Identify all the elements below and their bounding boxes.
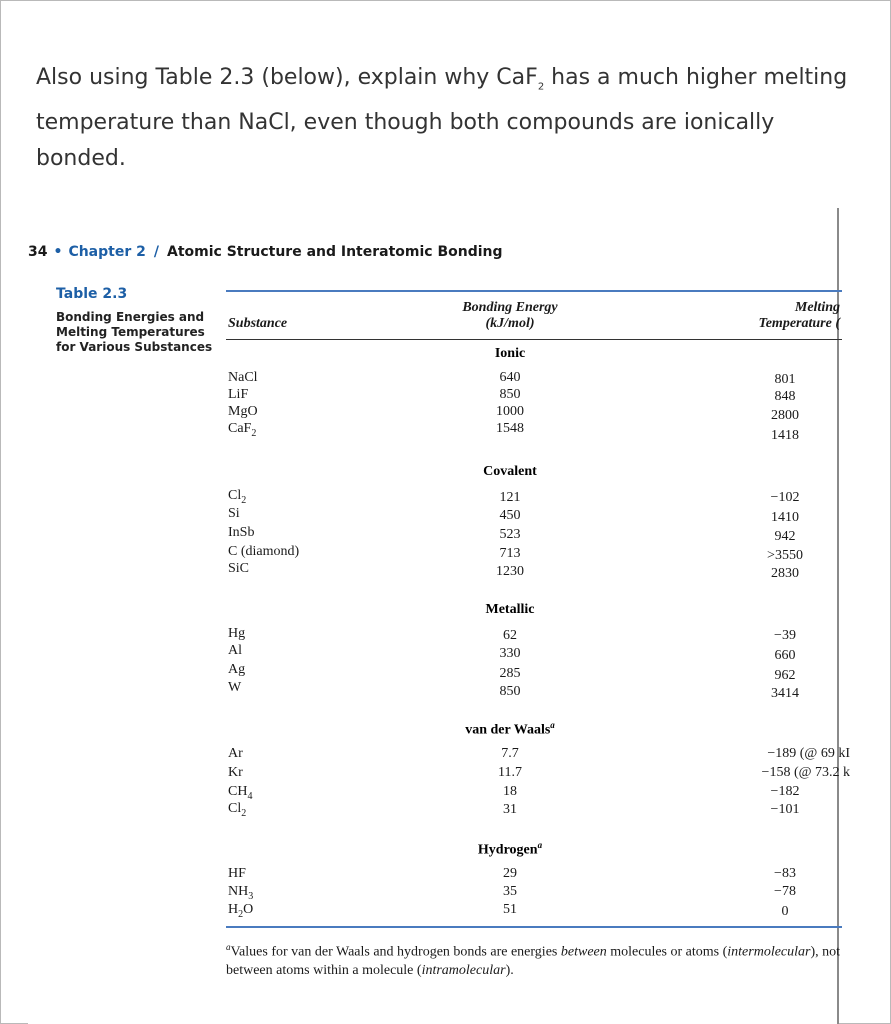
table-caption: Bonding Energies and Melting Temperatures for Various Substances	[56, 310, 213, 354]
substance-cl2-base: Cl	[228, 488, 242, 503]
melting-ag: 962	[774, 668, 796, 683]
melting-mgo: 2800	[771, 408, 799, 423]
melting-diamond: >3550	[767, 548, 803, 563]
substance-h2o-sub: 2	[238, 908, 244, 920]
substance-ch4-sub: 4	[247, 790, 253, 802]
melting-nh3: −78	[774, 884, 796, 899]
group-vdw-mark: a	[550, 720, 555, 730]
col-header-energy-line2: (kJ/mol)	[485, 316, 535, 331]
substance-ch4	[228, 784, 408, 800]
substance-h2o-base: H	[228, 902, 239, 917]
melting-sic: 2830	[771, 566, 799, 581]
energy-cl2: 121	[499, 490, 521, 505]
question-subscript: 2	[537, 81, 545, 93]
substance-al: Al	[228, 643, 242, 658]
substance-cl2-sub: 2	[241, 494, 247, 506]
substance-cl2	[228, 488, 408, 504]
substance-cl2-vdw	[228, 801, 408, 817]
energy-cl2-vdw: 31	[503, 802, 517, 817]
group-ionic: Ionic	[494, 346, 526, 361]
energy-nh3: 35	[503, 884, 517, 899]
energy-ag: 285	[499, 666, 521, 681]
melting-caf2: 1418	[771, 428, 799, 443]
group-vdw-label: van der Waals	[465, 722, 551, 738]
chapter-label: Chapter 2	[68, 244, 146, 260]
substance-ag: Ag	[228, 662, 246, 677]
table-caption-block	[56, 286, 216, 355]
group-metallic: Metallic	[485, 602, 535, 617]
col-header-melting-line1: Melting	[794, 300, 840, 315]
group-vdw	[420, 720, 600, 739]
substance-hg: Hg	[228, 626, 246, 641]
col-header-substance: Substance	[228, 316, 288, 331]
footnote-em-intermolecular: intermolecular	[727, 944, 811, 960]
energy-kr: 11.7	[498, 765, 522, 780]
energy-insb: 523	[499, 527, 521, 542]
chapter-title: Atomic Structure and Interatomic Bonding	[166, 244, 503, 260]
table-footnote	[226, 938, 846, 980]
col-header-melting	[716, 300, 840, 332]
table-top-rule	[226, 290, 842, 292]
energy-caf2: 1548	[496, 421, 524, 436]
col-header-energy-line1: Bonding Energy	[462, 300, 558, 315]
question-line1: Also using Table 2.3 (below), explain why CaF	[36, 65, 538, 90]
substance-h2o-end: O	[243, 902, 254, 917]
melting-lif: 848	[774, 389, 796, 404]
melting-cl2: −102	[770, 490, 800, 505]
energy-w: 850	[499, 684, 521, 699]
substance-nh3	[228, 884, 408, 900]
footnote-mark: a	[226, 942, 231, 952]
substance-mgo: MgO	[228, 404, 258, 419]
substance-lif: LiF	[228, 387, 249, 402]
energy-mgo: 1000	[496, 404, 524, 419]
substance-w: W	[228, 680, 242, 695]
substance-ar: Ar	[228, 746, 243, 761]
substance-cl2-vdw-base: Cl	[228, 801, 242, 816]
melting-cl2-vdw: −101	[770, 802, 800, 817]
substance-insb: InSb	[228, 525, 255, 540]
substance-nh3-base: NH	[228, 884, 249, 899]
energy-ch4: 18	[503, 784, 517, 799]
energy-al: 330	[499, 646, 521, 661]
footnote-em-between: between	[560, 944, 607, 960]
table-bottom-rule	[226, 926, 842, 928]
col-header-melting-line2: Temperature (	[758, 316, 840, 331]
energy-lif: 850	[499, 387, 521, 402]
substance-ch4-base: CH	[228, 784, 248, 799]
energy-diamond: 713	[499, 546, 521, 561]
substance-caf2-sub: 2	[251, 427, 257, 439]
energy-h2o: 51	[503, 902, 517, 917]
group-hydrogen-mark: a	[537, 840, 543, 850]
footnote-part4: ).	[505, 962, 514, 978]
footnote-part2: molecules or atoms (	[606, 944, 728, 960]
melting-ar: −189 (@ 69 kI	[767, 746, 850, 761]
footnote-em-intramolecular: intramolecular	[421, 962, 506, 978]
substance-nacl: NaCl	[228, 370, 258, 385]
footnote-part3: ), not between atoms within a molecule (	[226, 944, 841, 978]
melting-nacl: 801	[774, 372, 796, 387]
energy-hg: 62	[503, 628, 517, 643]
col-header-energy	[420, 300, 600, 332]
substance-nh3-sub: 3	[248, 890, 254, 902]
melting-h2o: 0	[781, 904, 789, 919]
melting-al: 660	[774, 648, 796, 663]
substance-h2o	[228, 902, 408, 918]
melting-hf: −83	[774, 866, 796, 881]
energy-nacl: 640	[499, 370, 521, 385]
melting-kr: −158 (@ 73.2 k	[761, 765, 850, 780]
energy-sic: 1230	[496, 564, 524, 579]
bullet-icon: •	[53, 244, 63, 260]
substance-caf2-base: CaF	[228, 421, 252, 436]
group-hydrogen	[420, 840, 600, 859]
substance-hf: HF	[228, 866, 246, 881]
substance-kr: Kr	[228, 765, 243, 780]
page-number: 34	[28, 244, 48, 260]
melting-hg: −39	[774, 628, 796, 643]
energy-hf: 29	[503, 866, 517, 881]
melting-si: 1410	[771, 510, 799, 525]
question-line2: temperature than NaCl, even though both compounds are ionically bonded.	[36, 110, 775, 172]
substance-si: Si	[228, 506, 240, 521]
table-number: Table 2.3	[56, 286, 128, 302]
energy-si: 450	[499, 508, 521, 523]
header-separator: /	[153, 244, 159, 260]
melting-insb: 942	[774, 529, 796, 544]
substance-sic: SiC	[228, 561, 250, 576]
substance-cl2-vdw-sub: 2	[241, 807, 247, 819]
melting-ch4: −182	[770, 784, 800, 799]
substance-caf2	[228, 421, 408, 437]
footnote-part1: Values for van der Waals and hydrogen bonds are energies	[230, 944, 561, 960]
group-hydrogen-label: Hydrogen	[477, 842, 538, 858]
melting-w: 3414	[771, 686, 799, 701]
question-text	[36, 60, 856, 177]
group-covalent: Covalent	[483, 464, 537, 479]
page-header	[28, 244, 503, 260]
substance-diamond: C (diamond)	[228, 544, 300, 559]
question-line1-end: has a much higher melting	[544, 65, 848, 90]
table-header-rule	[226, 339, 842, 340]
energy-ar: 7.7	[501, 746, 519, 761]
